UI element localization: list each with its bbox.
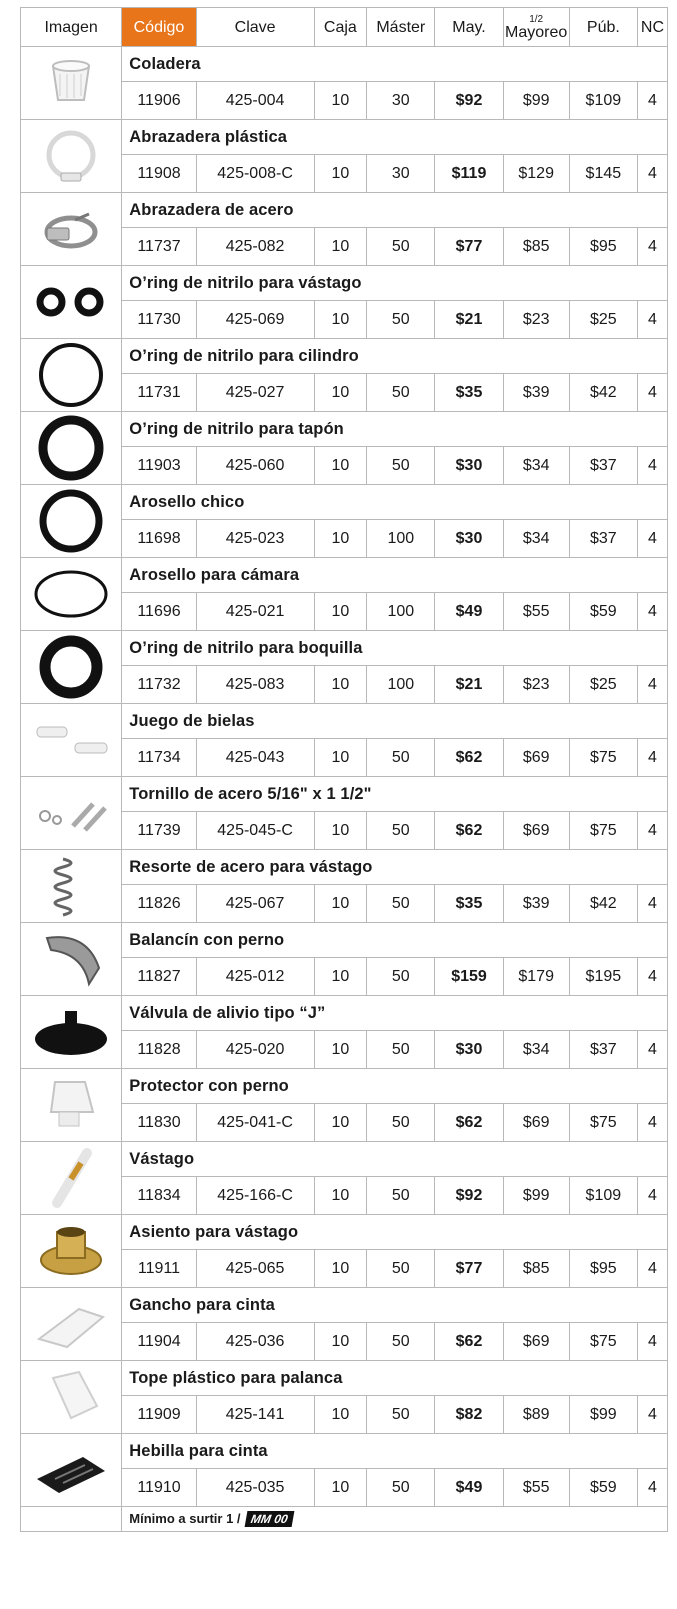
cell-pub: $95: [569, 228, 637, 266]
product-name-row: [21, 485, 668, 520]
product-name-row: [21, 704, 668, 739]
product-name-row: [21, 923, 668, 958]
cell-may: $62: [435, 1104, 503, 1142]
product-image: [21, 631, 122, 704]
spring-icon: [23, 851, 119, 921]
col-header-nc: NC: [637, 8, 667, 47]
cell-medio-mayoreo: $85: [503, 1250, 569, 1288]
cell-medio-mayoreo: $85: [503, 228, 569, 266]
footer-blank-cell: [21, 1507, 122, 1532]
cell-clave: 425-027: [196, 374, 314, 412]
cell-master: 30: [367, 155, 435, 193]
cell-codigo: 11909: [122, 1396, 196, 1434]
cell-medio-mayoreo: $23: [503, 301, 569, 339]
product-name-row: [21, 1361, 668, 1396]
cell-codigo: 11826: [122, 885, 196, 923]
nozzle-oring-icon: [23, 632, 119, 702]
product-name-row: [21, 777, 668, 812]
product-image: [21, 339, 122, 412]
cell-master: 50: [367, 1250, 435, 1288]
product-name-row: [21, 1069, 668, 1104]
product-image: [21, 1142, 122, 1215]
cell-clave: 425-060: [196, 447, 314, 485]
minimum-order-text: Mínimo a surtir 1 /: [129, 1511, 241, 1526]
cell-nc: 4: [637, 374, 667, 412]
cell-medio-mayoreo: $69: [503, 1104, 569, 1142]
cell-caja: 10: [314, 958, 367, 996]
cell-caja: 10: [314, 1323, 367, 1361]
cell-codigo: 11732: [122, 666, 196, 704]
cell-master: 50: [367, 374, 435, 412]
cell-codigo: 11731: [122, 374, 196, 412]
cell-medio-mayoreo: $99: [503, 82, 569, 120]
cell-nc: 4: [637, 155, 667, 193]
product-image: [21, 47, 122, 120]
product-name: O’ring de nitrilo para vástago: [122, 266, 668, 301]
cell-master: 50: [367, 1177, 435, 1215]
cell-nc: 4: [637, 958, 667, 996]
product-name-row: [21, 558, 668, 593]
cell-nc: 4: [637, 1250, 667, 1288]
cell-clave: 425-083: [196, 666, 314, 704]
cell-nc: 4: [637, 666, 667, 704]
cell-medio-mayoreo: $69: [503, 812, 569, 850]
cell-may: $62: [435, 812, 503, 850]
cell-caja: 10: [314, 1177, 367, 1215]
product-name: Hebilla para cinta: [122, 1434, 668, 1469]
cell-caja: 10: [314, 301, 367, 339]
cell-pub: $75: [569, 812, 637, 850]
cell-may: $62: [435, 739, 503, 777]
thin-oring-icon: [23, 340, 119, 410]
product-name: O’ring de nitrilo para tapón: [122, 412, 668, 447]
cell-may: $92: [435, 1177, 503, 1215]
col-header-may: May.: [435, 8, 503, 47]
cell-codigo: 11834: [122, 1177, 196, 1215]
cell-nc: 4: [637, 520, 667, 558]
product-name: O’ring de nitrilo para cilindro: [122, 339, 668, 374]
cell-clave: 425-004: [196, 82, 314, 120]
footer-row: [21, 1507, 668, 1532]
cell-medio-mayoreo: $34: [503, 520, 569, 558]
cell-pub: $145: [569, 155, 637, 193]
cell-clave: 425-012: [196, 958, 314, 996]
col-header-medio-mayoreo: [503, 8, 569, 47]
cell-master: 50: [367, 1396, 435, 1434]
cell-may: $21: [435, 301, 503, 339]
cell-nc: 4: [637, 739, 667, 777]
cell-may: $35: [435, 885, 503, 923]
cell-clave: 425-023: [196, 520, 314, 558]
product-image: [21, 412, 122, 485]
product-name: Válvula de alivio tipo “J”: [122, 996, 668, 1031]
cell-medio-mayoreo: $55: [503, 593, 569, 631]
product-image: [21, 923, 122, 996]
product-image: [21, 704, 122, 777]
product-name-row: [21, 996, 668, 1031]
cell-clave: 425-045-C: [196, 812, 314, 850]
cell-master: 50: [367, 885, 435, 923]
product-name-row: [21, 1215, 668, 1250]
cell-pub: $25: [569, 301, 637, 339]
cell-codigo: 11739: [122, 812, 196, 850]
col-header-clave: Clave: [196, 8, 314, 47]
cell-may: $49: [435, 1469, 503, 1507]
product-name: Tope plástico para palanca: [122, 1361, 668, 1396]
product-image: [21, 266, 122, 339]
col-header-imagen: Imagen: [21, 8, 122, 47]
cell-may: $119: [435, 155, 503, 193]
cell-caja: 10: [314, 447, 367, 485]
cell-may: $30: [435, 447, 503, 485]
product-image: [21, 777, 122, 850]
cell-medio-mayoreo: $69: [503, 739, 569, 777]
cell-medio-mayoreo: $99: [503, 1177, 569, 1215]
product-name-row: [21, 1434, 668, 1469]
cell-caja: 10: [314, 1250, 367, 1288]
thick-oring-icon: [23, 413, 119, 483]
cell-master: 50: [367, 958, 435, 996]
cell-pub: $59: [569, 1469, 637, 1507]
cell-caja: 10: [314, 885, 367, 923]
cell-may: $35: [435, 374, 503, 412]
strainer-icon: [23, 48, 119, 118]
product-image: [21, 120, 122, 193]
cell-may: $77: [435, 228, 503, 266]
col-header-codigo: Código: [122, 8, 196, 47]
cell-caja: 10: [314, 228, 367, 266]
cell-codigo: 11737: [122, 228, 196, 266]
cell-clave: 425-067: [196, 885, 314, 923]
mm-badge: MM 00: [245, 1511, 295, 1527]
cell-codigo: 11908: [122, 155, 196, 193]
product-rows: [21, 47, 668, 1532]
hose-clamp-icon: [23, 194, 119, 264]
cell-caja: 10: [314, 739, 367, 777]
cell-caja: 10: [314, 155, 367, 193]
protector-icon: [23, 1070, 119, 1140]
cell-master: 50: [367, 1031, 435, 1069]
col-header-master: Máster: [367, 8, 435, 47]
cell-clave: 425-008-C: [196, 155, 314, 193]
cell-nc: 4: [637, 228, 667, 266]
product-name: Resorte de acero para vástago: [122, 850, 668, 885]
product-image: [21, 1361, 122, 1434]
cell-caja: 10: [314, 812, 367, 850]
cell-caja: 10: [314, 1104, 367, 1142]
cell-nc: 4: [637, 1177, 667, 1215]
col-header-pub: Púb.: [569, 8, 637, 47]
product-name-row: [21, 266, 668, 301]
cell-medio-mayoreo: $39: [503, 374, 569, 412]
cell-pub: $109: [569, 1177, 637, 1215]
cell-nc: 4: [637, 812, 667, 850]
cell-medio-mayoreo: $23: [503, 666, 569, 704]
cell-medio-mayoreo: $34: [503, 447, 569, 485]
cell-codigo: 11903: [122, 447, 196, 485]
product-name: Coladera: [122, 47, 668, 82]
cell-clave: 425-041-C: [196, 1104, 314, 1142]
cell-medio-mayoreo: $69: [503, 1323, 569, 1361]
cell-master: 50: [367, 447, 435, 485]
product-name: Protector con perno: [122, 1069, 668, 1104]
strap-buckle-icon: [23, 1435, 119, 1505]
lever-stop-icon: [23, 1362, 119, 1432]
cell-pub: $75: [569, 739, 637, 777]
product-name: O’ring de nitrilo para boquilla: [122, 631, 668, 666]
oring-icon: [23, 486, 119, 556]
cell-may: $30: [435, 1031, 503, 1069]
cell-codigo: 11828: [122, 1031, 196, 1069]
cell-master: 50: [367, 228, 435, 266]
cell-codigo: 11911: [122, 1250, 196, 1288]
product-image: [21, 850, 122, 923]
product-name: Asiento para vástago: [122, 1215, 668, 1250]
cell-codigo: 11696: [122, 593, 196, 631]
cell-caja: 10: [314, 1469, 367, 1507]
cell-pub: $42: [569, 374, 637, 412]
cell-nc: 4: [637, 1031, 667, 1069]
cell-may: $82: [435, 1396, 503, 1434]
cell-codigo: 11830: [122, 1104, 196, 1142]
cell-nc: 4: [637, 301, 667, 339]
col-header-caja: Caja: [314, 8, 367, 47]
price-table: [20, 7, 668, 1532]
cell-caja: 10: [314, 1031, 367, 1069]
cell-caja: 10: [314, 1396, 367, 1434]
cell-master: 50: [367, 1104, 435, 1142]
product-name: Abrazadera de acero: [122, 193, 668, 228]
cell-master: 100: [367, 666, 435, 704]
cell-pub: $109: [569, 82, 637, 120]
cell-medio-mayoreo: $129: [503, 155, 569, 193]
product-image: [21, 1434, 122, 1507]
cell-clave: 425-069: [196, 301, 314, 339]
cell-pub: $37: [569, 1031, 637, 1069]
cell-clave: 425-065: [196, 1250, 314, 1288]
cell-nc: 4: [637, 593, 667, 631]
cell-codigo: 11730: [122, 301, 196, 339]
cell-caja: 10: [314, 374, 367, 412]
product-name-row: [21, 1142, 668, 1177]
product-image: [21, 1215, 122, 1288]
cell-may: $77: [435, 1250, 503, 1288]
cell-caja: 10: [314, 593, 367, 631]
cell-clave: 425-036: [196, 1323, 314, 1361]
cell-codigo: 11827: [122, 958, 196, 996]
product-name-row: [21, 193, 668, 228]
price-list-sheet: [20, 7, 668, 1532]
product-name: Tornillo de acero 5/16" x 1 1/2": [122, 777, 668, 812]
rocker-arm-icon: [23, 924, 119, 994]
cell-clave: 425-043: [196, 739, 314, 777]
product-name-row: [21, 1288, 668, 1323]
header-row: [21, 8, 668, 47]
cell-pub: $37: [569, 520, 637, 558]
small-orings-icon: [23, 267, 119, 337]
cell-medio-mayoreo: $89: [503, 1396, 569, 1434]
cell-medio-mayoreo: $34: [503, 1031, 569, 1069]
product-name-row: [21, 412, 668, 447]
cell-caja: 10: [314, 82, 367, 120]
cell-codigo: 11910: [122, 1469, 196, 1507]
cell-clave: 425-035: [196, 1469, 314, 1507]
cell-may: $62: [435, 1323, 503, 1361]
col-header-medio-fraction: 1/2: [529, 13, 544, 25]
cell-nc: 4: [637, 1323, 667, 1361]
cell-clave: 425-141: [196, 1396, 314, 1434]
product-name: Balancín con perno: [122, 923, 668, 958]
plastic-clamp-icon: [23, 121, 119, 191]
cell-pub: $99: [569, 1396, 637, 1434]
product-name-row: [21, 339, 668, 374]
cell-master: 100: [367, 593, 435, 631]
cell-may: $21: [435, 666, 503, 704]
cell-master: 50: [367, 812, 435, 850]
product-name: Arosello chico: [122, 485, 668, 520]
product-name: Arosello para cámara: [122, 558, 668, 593]
cell-codigo: 11734: [122, 739, 196, 777]
cell-nc: 4: [637, 82, 667, 120]
cell-nc: 4: [637, 1469, 667, 1507]
cell-nc: 4: [637, 1104, 667, 1142]
cell-pub: $59: [569, 593, 637, 631]
product-name-row: [21, 47, 668, 82]
product-image: [21, 996, 122, 1069]
cell-codigo: 11904: [122, 1323, 196, 1361]
strap-hook-icon: [23, 1289, 119, 1359]
product-name: Vástago: [122, 1142, 668, 1177]
cell-caja: 10: [314, 666, 367, 704]
cell-may: $159: [435, 958, 503, 996]
product-name-row: [21, 120, 668, 155]
cell-clave: 425-166-C: [196, 1177, 314, 1215]
product-name: Juego de bielas: [122, 704, 668, 739]
relief-valve-icon: [23, 997, 119, 1067]
product-image: [21, 485, 122, 558]
cell-master: 100: [367, 520, 435, 558]
cell-caja: 10: [314, 520, 367, 558]
cell-master: 50: [367, 1323, 435, 1361]
cell-medio-mayoreo: $55: [503, 1469, 569, 1507]
product-image: [21, 1069, 122, 1142]
cell-pub: $195: [569, 958, 637, 996]
cell-may: $92: [435, 82, 503, 120]
cell-may: $30: [435, 520, 503, 558]
cell-master: 50: [367, 1469, 435, 1507]
cell-pub: $25: [569, 666, 637, 704]
large-thin-oring-icon: [23, 559, 119, 629]
product-name: Gancho para cinta: [122, 1288, 668, 1323]
cell-may: $49: [435, 593, 503, 631]
cell-medio-mayoreo: $39: [503, 885, 569, 923]
cell-master: 30: [367, 82, 435, 120]
product-image: [21, 558, 122, 631]
cell-nc: 4: [637, 885, 667, 923]
cell-pub: $75: [569, 1104, 637, 1142]
screws-icon: [23, 778, 119, 848]
cell-nc: 4: [637, 447, 667, 485]
minimum-order-note: [122, 1507, 668, 1532]
cell-pub: $75: [569, 1323, 637, 1361]
stem-icon: [23, 1143, 119, 1213]
cell-pub: $42: [569, 885, 637, 923]
cell-clave: 425-021: [196, 593, 314, 631]
cell-pub: $95: [569, 1250, 637, 1288]
cell-clave: 425-020: [196, 1031, 314, 1069]
cell-master: 50: [367, 301, 435, 339]
product-image: [21, 193, 122, 266]
cell-master: 50: [367, 739, 435, 777]
cell-codigo: 11698: [122, 520, 196, 558]
cell-medio-mayoreo: $179: [503, 958, 569, 996]
cell-codigo: 11906: [122, 82, 196, 120]
col-header-medio-label: Mayoreo: [505, 23, 568, 41]
product-image: [21, 1288, 122, 1361]
cell-nc: 4: [637, 1396, 667, 1434]
product-name: Abrazadera plástica: [122, 120, 668, 155]
connecting-rods-icon: [23, 705, 119, 775]
product-name-row: [21, 631, 668, 666]
cell-clave: 425-082: [196, 228, 314, 266]
product-name-row: [21, 850, 668, 885]
brass-seat-icon: [23, 1216, 119, 1286]
cell-pub: $37: [569, 447, 637, 485]
